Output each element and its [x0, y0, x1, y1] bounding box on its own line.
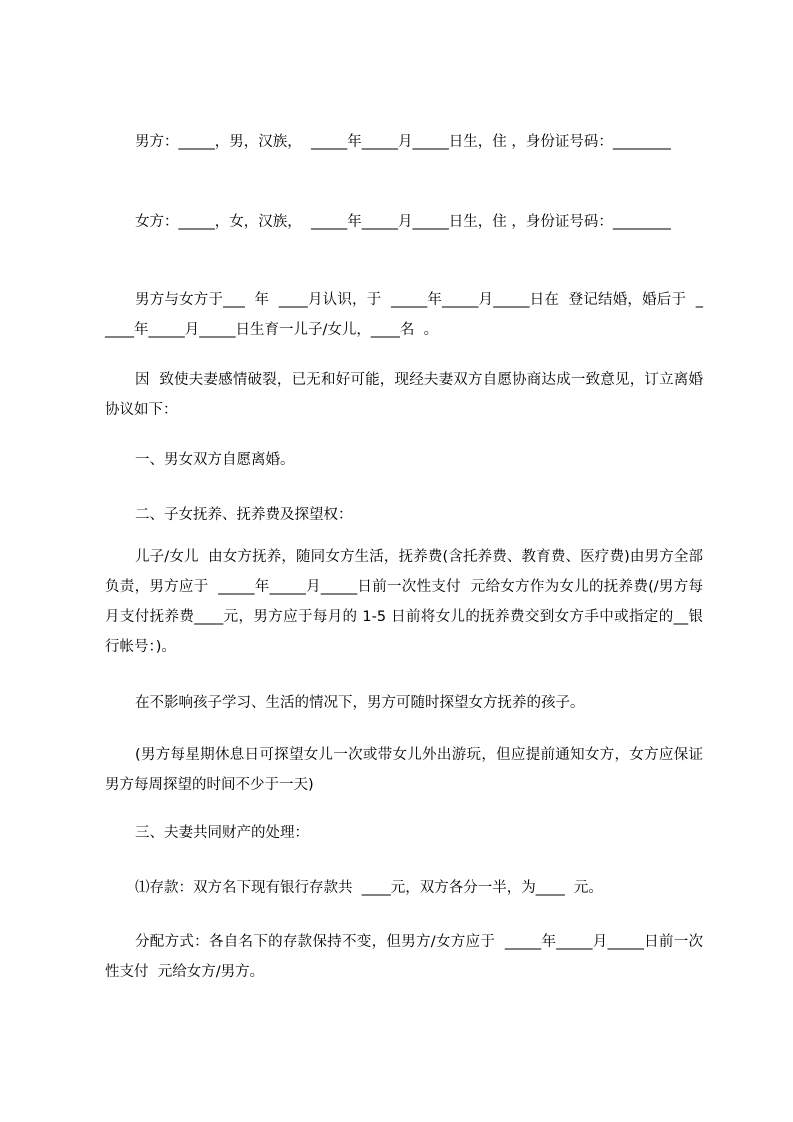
heading-child-custody: 二、子女抚养、抚养费及探望权：: [135, 507, 353, 523]
paragraph-savings: ⑴存款：双方名下现有银行存款共 ____元，双方各分一半，为____ 元。: [135, 880, 603, 896]
paragraph-male-party-info: 男方：_____，男，汉族， _____年_____月_____日生，住 ，身份证号码：________: [135, 134, 671, 150]
paragraph-visitation-terms: (男方每星期休息日可探望女儿一次或带女儿外出游玩，但应提前通知女方，女方应保证男方每周探望的时间不少于一天): [105, 747, 703, 793]
clause-voluntary-divorce: 一、男女双方自愿离婚。: [135, 452, 295, 468]
paragraph-distribution-method: 分配方式：各自名下的存款保持不变，但男方/女方应于 _____年_____月_____日前一次性支付 元给女方/男方。: [105, 934, 703, 980]
paragraph-child-support: 儿子/女儿 由女方抚养，随同女方生活，抚养费(含托养费、教育费、医疗费)由男方全部负责，男方应于 _____年_____月_____日前一次性支付 元给女方作为女儿的抚养费(/男方每月支付抚养费____元，男方应于每月的 1-5 日前将女儿的抚养费交到女方手中或指定的__银行帐号：)。: [105, 549, 703, 655]
heading-property-division: 三、夫妻共同财产的处理：: [135, 825, 309, 841]
paragraph-visitation: 在不影响孩子学习、生活的情况下，男方可随时探望女方抚养的孩子。: [135, 695, 585, 711]
paragraph-female-party-info: 女方：_____，女，汉族， _____年_____月_____日生，住 ，身份证号码：________: [135, 214, 671, 230]
paragraph-marriage-info: 男方与女方于___ 年 ____月认识，于 _____年_____月_____日在 登记结婚，婚后于 _____年_____月_____日生育一儿子/女儿，____名 。: [105, 292, 703, 338]
paragraph-reason: 因 致使夫妻感情破裂，已无和好可能，现经夫妻双方自愿协商达成一致意见，订立离婚协议如下：: [105, 372, 703, 418]
